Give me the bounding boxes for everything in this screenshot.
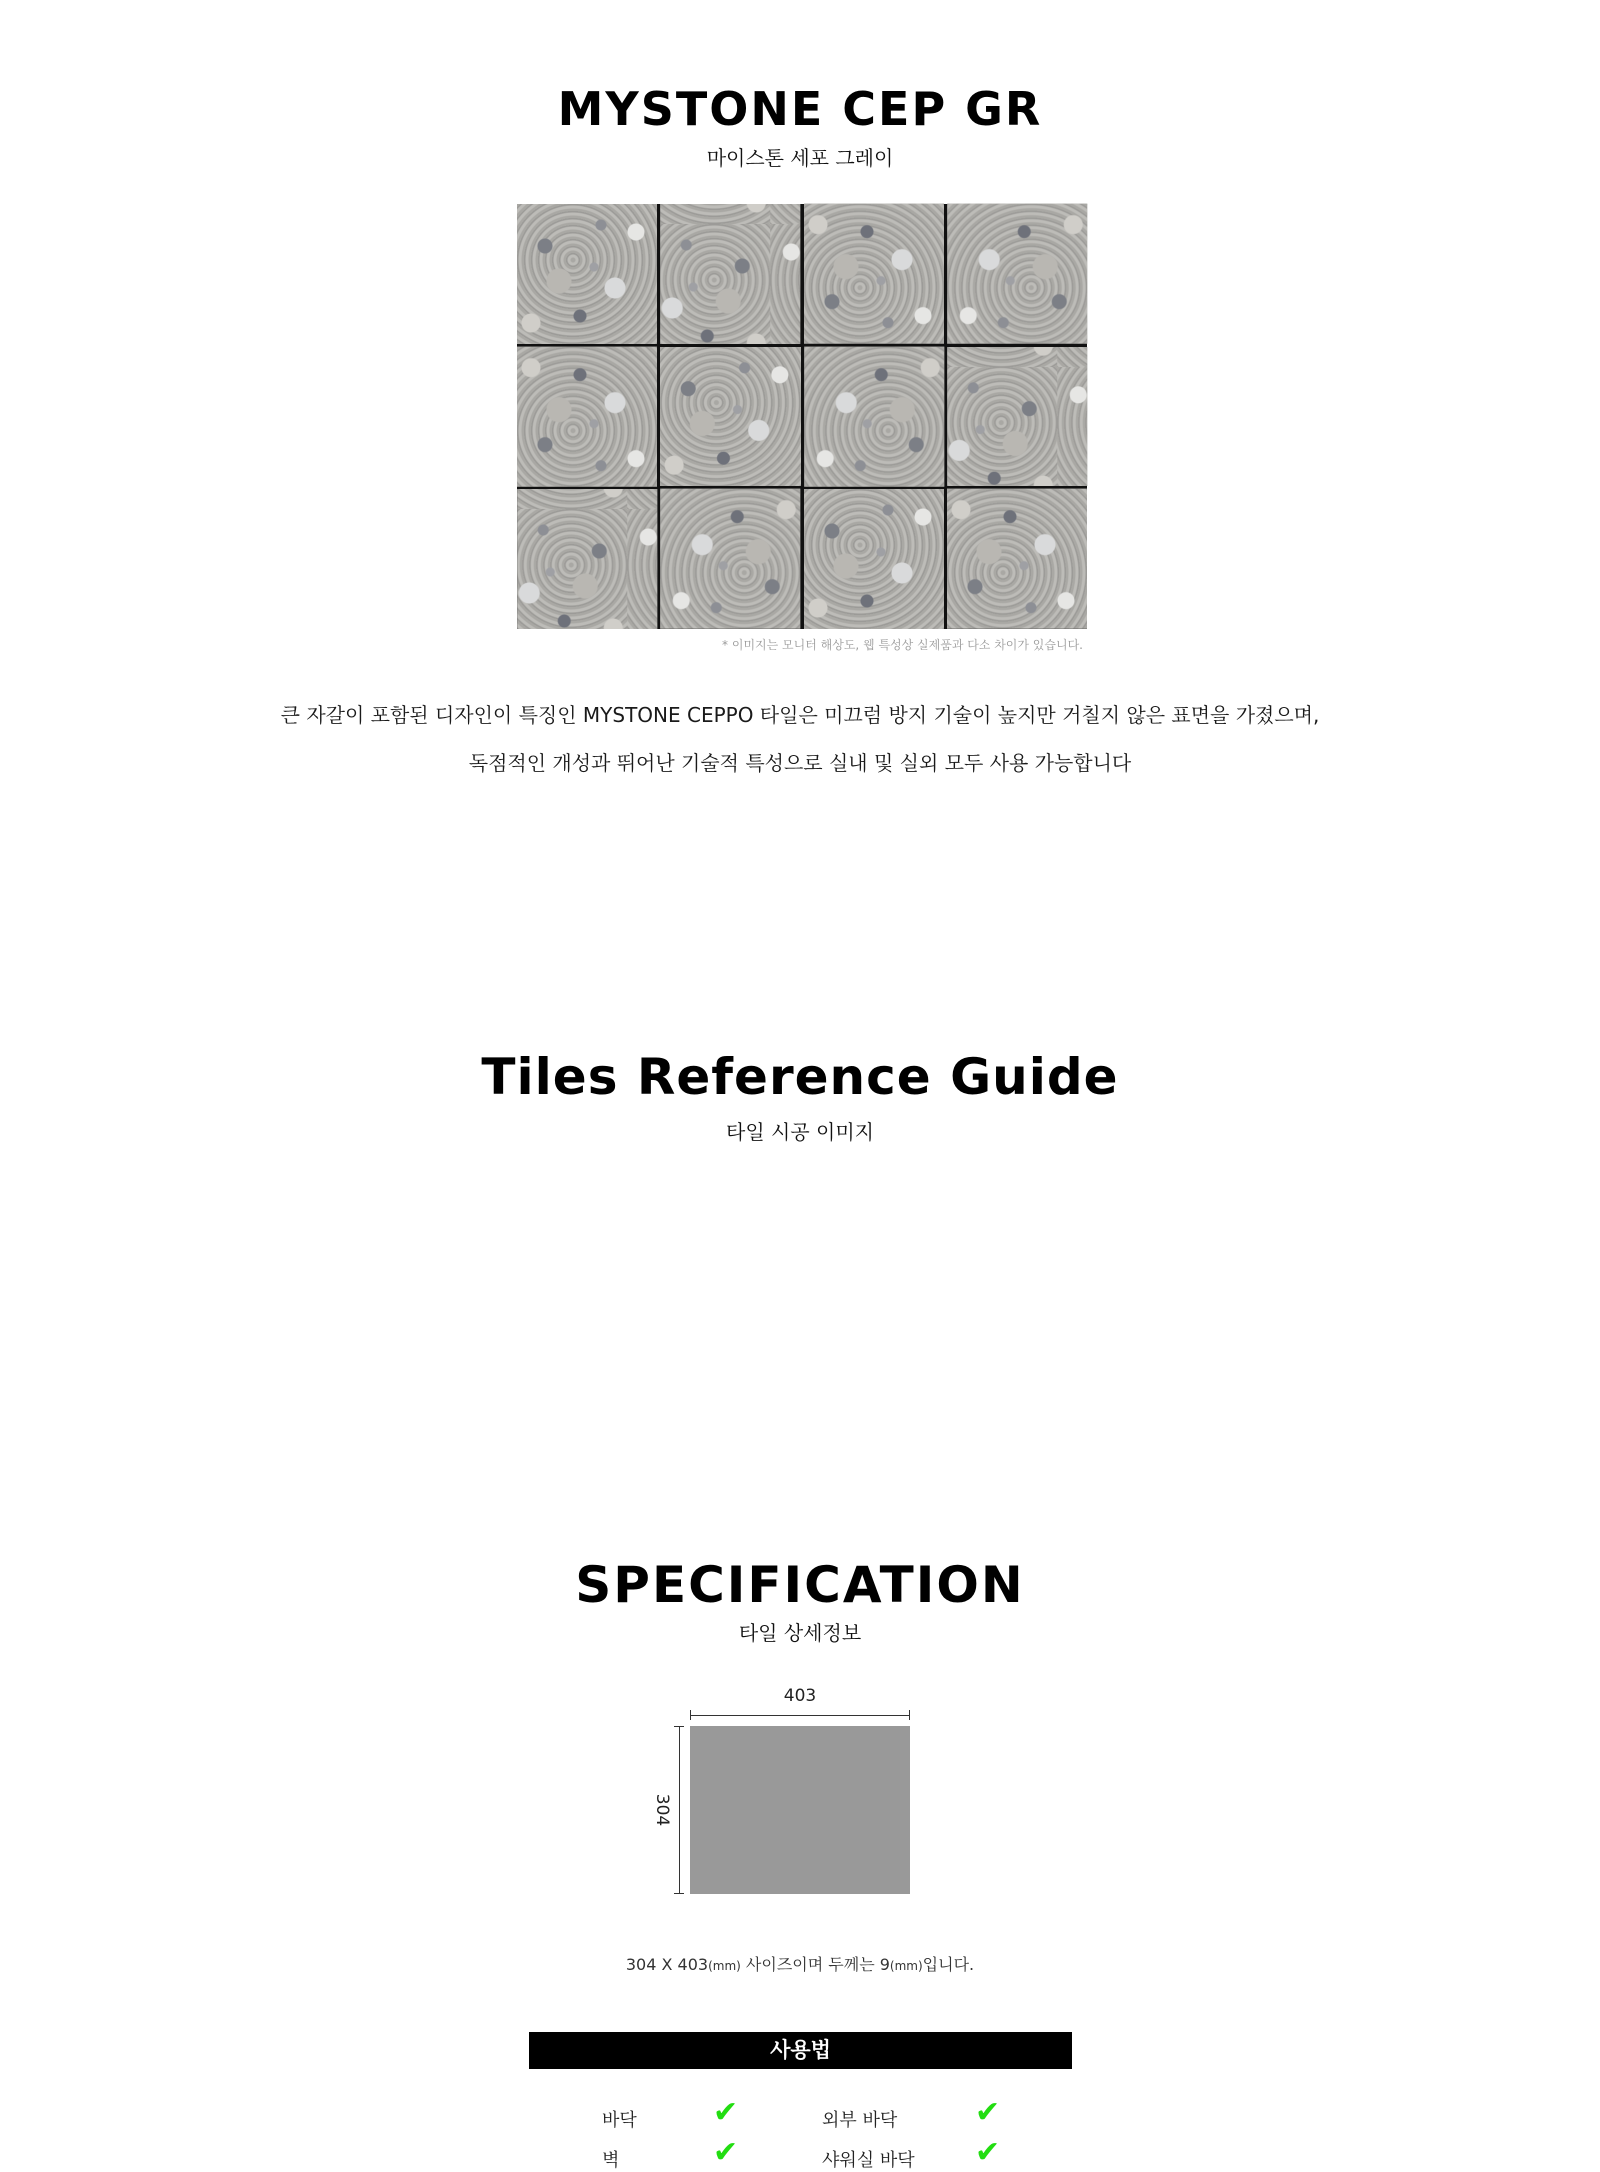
usage-item-exterior-floor: 외부 바닥 — [822, 2110, 898, 2131]
width-dimension-line — [690, 1715, 910, 1716]
size-prefix: 304 X 403 — [625, 1955, 709, 1974]
product-title: MYSTONE CEP GR — [557, 82, 1043, 136]
tile — [947, 489, 1087, 629]
tile — [804, 204, 944, 344]
size-description — [0, 1952, 1600, 1975]
height-tick-top — [674, 1726, 684, 1727]
tile — [517, 489, 657, 629]
reference-title: Tiles Reference Guide — [481, 1048, 1119, 1106]
usage-header: 사용법 — [529, 2032, 1072, 2069]
size-suffix: 입니다. — [922, 1955, 975, 1974]
width-tick-right — [909, 1710, 910, 1720]
tile — [660, 204, 800, 344]
tile — [804, 347, 944, 487]
height-tick-bottom — [674, 1893, 684, 1894]
description-line-1: 큰 자갈이 포함된 디자인이 특징인 MYSTONE CEPPO 타일은 미끄럼 방지 기술이 높지만 거칠지 않은 표면을 가졌으며, — [280, 703, 1320, 727]
usage-item-shower-floor: 샤워실 바닥 — [822, 2150, 915, 2171]
product-subtitle: 마이스톤 세포 그레이 — [706, 146, 894, 170]
spec-title: SPECIFICATION — [575, 1556, 1025, 1614]
width-tick-left — [690, 1710, 691, 1720]
check-icon: ✔ — [975, 2095, 1001, 2130]
description-line-2: 독점적인 개성과 뛰어난 기술적 특성으로 실내 및 실외 모두 사용 가능합니다 — [468, 751, 1132, 775]
tile — [660, 489, 800, 629]
tile — [947, 347, 1087, 487]
unit-mm: (mm) — [708, 1959, 741, 1973]
height-dimension-label: 304 — [652, 1793, 672, 1827]
usage-item-wall: 벽 — [602, 2150, 620, 2171]
height-dimension-line — [679, 1726, 680, 1894]
check-icon: ✔ — [713, 2095, 739, 2130]
tile — [517, 204, 657, 344]
width-dimension-label: 403 — [783, 1686, 817, 1706]
check-icon: ✔ — [975, 2135, 1001, 2170]
reference-subtitle: 타일 시공 이미지 — [726, 1120, 874, 1144]
tile — [804, 489, 944, 629]
tile — [517, 347, 657, 487]
usage-item-floor: 바닥 — [602, 2110, 637, 2131]
size-middle: 사이즈이며 두께는 9 — [740, 1955, 890, 1974]
image-caption: * 이미지는 모니터 해상도, 웹 특성상 실제품과 다소 차이가 있습니다. — [722, 638, 1083, 652]
unit-mm: (mm) — [889, 1959, 923, 1973]
check-icon: ✔ — [713, 2135, 739, 2170]
tile-image — [517, 204, 1087, 629]
tile — [660, 347, 800, 487]
tile — [947, 204, 1087, 344]
tile-size-diagram — [690, 1726, 910, 1894]
spec-subtitle: 타일 상세정보 — [738, 1621, 862, 1645]
